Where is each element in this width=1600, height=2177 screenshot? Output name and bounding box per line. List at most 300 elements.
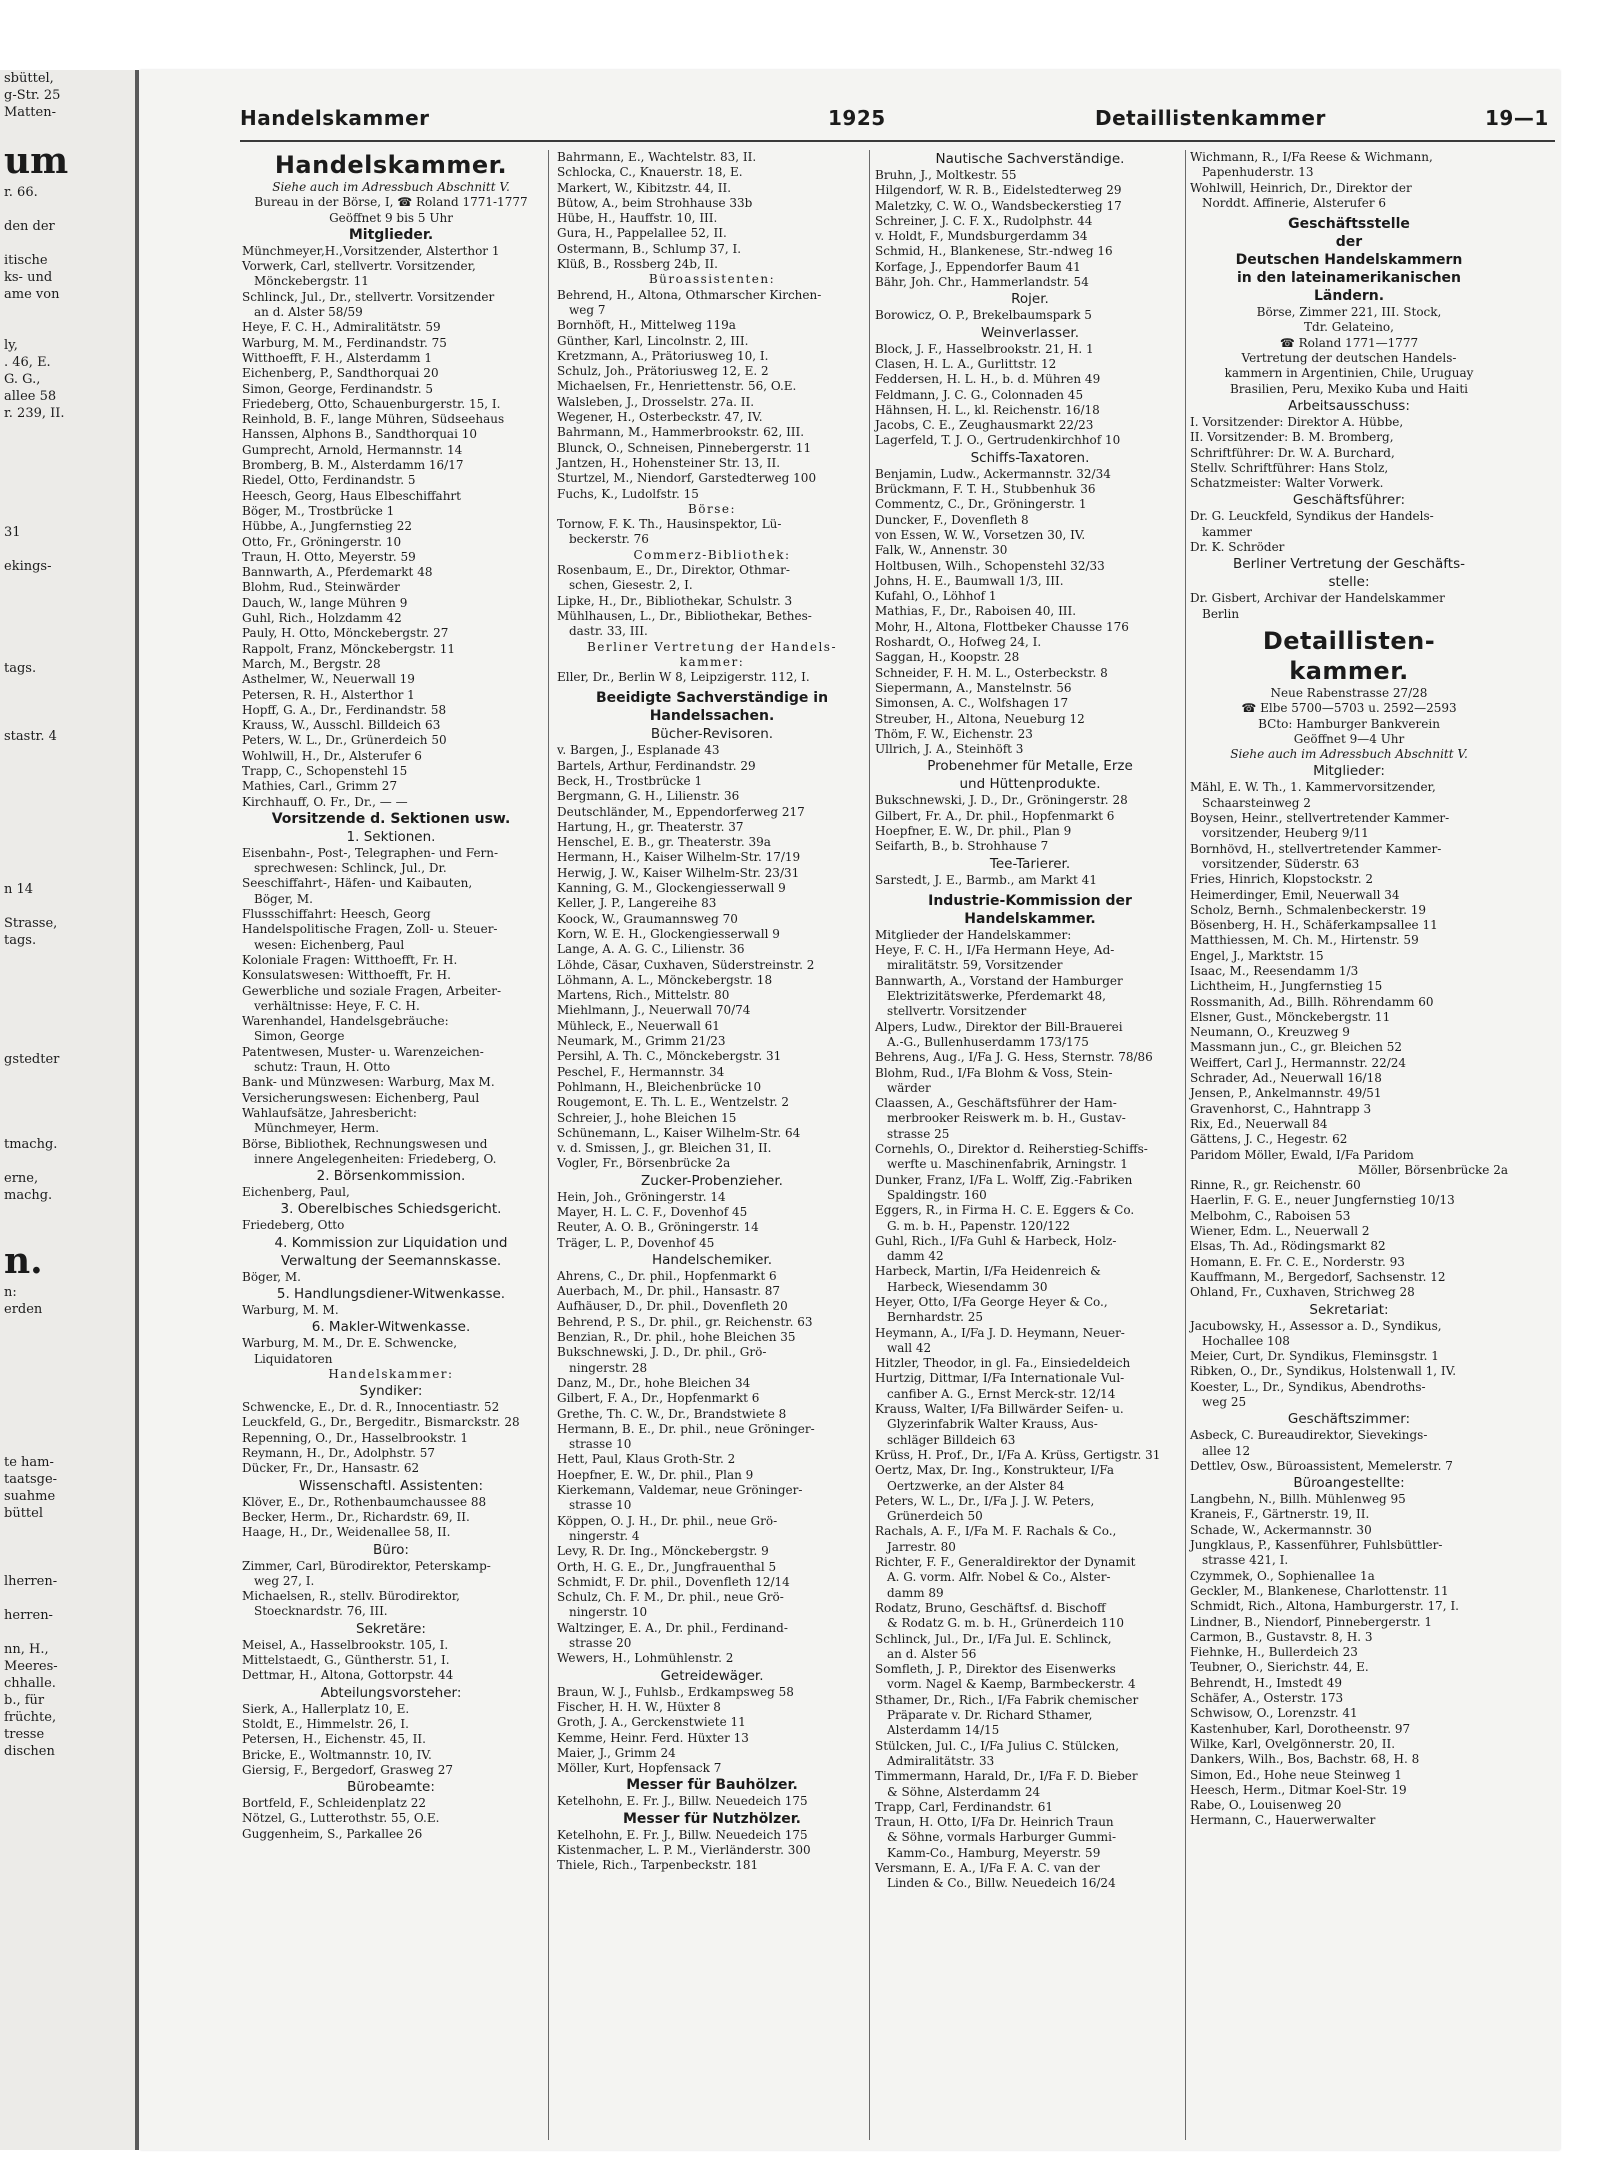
entry-line: Leuckfeld, G., Dr., Bergeditr., Bismarckstr. 28 xyxy=(242,1415,520,1430)
entry-line: Sturtzel, M., Niendorf, Garstedterweg 100 xyxy=(557,471,817,486)
entry-line: weg 27, I. xyxy=(254,1573,315,1588)
strip-fragment: Strasse, xyxy=(4,916,58,931)
strip-fragment: . 46, E. xyxy=(4,355,51,370)
entry-line: Warburg, M. M., Dr. E. Schwencke, xyxy=(242,1336,458,1351)
section-heading: Vorsitzende d. Sektionen usw. xyxy=(271,810,511,827)
entry-line: an d. Alster 58/59 xyxy=(254,305,363,320)
entry-line: Benzian, R., Dr. phil., hohe Bleichen 35 xyxy=(557,1330,796,1345)
entry-line: vorsitzender, Süderstr. 63 xyxy=(1202,856,1360,871)
entry-line: Krauss, Walter, I/Fa Billwärder Seifen- u. xyxy=(875,1402,1124,1417)
strip-fragment: G. G., xyxy=(4,372,41,387)
entry-line: strasse 10 xyxy=(569,1437,632,1452)
entry-line: Feddersen, H. L. H., b. d. Mühren 49 xyxy=(875,372,1101,387)
strip-fragment xyxy=(0,966,135,983)
entry-line: Duncker, F., Dovenfleth 8 xyxy=(875,512,1029,527)
entry-line: Jensen, P., Ankelmannstr. 49/51 xyxy=(1190,1086,1382,1101)
strip-fragment xyxy=(0,813,135,830)
entry-line: Engel, J., Marktstr. 15 xyxy=(1190,948,1324,963)
section-heading: Nautische Sachverständige. xyxy=(935,151,1125,167)
entry-line: Martens, Rich., Mittelstr. 80 xyxy=(557,988,730,1003)
entry-line: Kirchhauff, O. Fr., Dr., — — xyxy=(242,794,408,809)
entry-line: Hähnsen, H. L., kl. Reichenstr. 16/18 xyxy=(875,402,1100,417)
entry-line: Liquidatoren xyxy=(254,1351,333,1366)
entry-line: ningerstr. 28 xyxy=(569,1360,648,1375)
strip-fragment xyxy=(0,864,135,881)
strip-fragment xyxy=(0,1437,135,1454)
entry-line: Asthelmer, W., Neuerwall 19 xyxy=(242,672,415,687)
entry-line: beckerstr. 76 xyxy=(569,532,649,547)
entry-line: Ullrich, J. A., Steinhöft 3 xyxy=(875,742,1024,757)
entry-line: Herwig, J. W., Kaiser Wilhelm-Str. 23/31 xyxy=(557,865,800,880)
entry-line: Stoecknardstr. 76, III. xyxy=(254,1604,388,1619)
strip-fragment: g-Str. 25 xyxy=(4,88,61,103)
strip-fragment xyxy=(0,1068,135,1085)
entry-line: Deutschländer, M., Eppendorferweg 217 xyxy=(557,804,805,819)
entry-line: Grethe, Th. C. W., Dr., Brandstwiete 8 xyxy=(557,1406,787,1421)
entry-line: Rappolt, Franz, Mönckebergstr. 11 xyxy=(242,641,456,656)
entry-line: Hopff, G. A., Dr., Ferdinandstr. 58 xyxy=(242,702,447,717)
entry-line: Trapp, C., Schopenstehl 15 xyxy=(242,763,408,778)
entry-line: Peters, W. L., Dr., Grünerdeich 50 xyxy=(242,733,447,748)
entry-line: Schäfer, A., Osterstr. 173 xyxy=(1190,1691,1344,1706)
entry-line: Vorwerk, Carl, stellvertr. Vorsitzender, xyxy=(242,259,476,274)
entry-line: Mitglieder der Handelskammer: xyxy=(875,927,1072,942)
strip-fragment: 31 xyxy=(4,525,21,540)
strip-fragment: tags. xyxy=(4,661,37,676)
strip-fragment xyxy=(0,983,135,1000)
strip-fragment: chhalle. xyxy=(4,1676,56,1691)
entry-line: Oertzwerke, an der Alster 84 xyxy=(887,1478,1065,1493)
entry-line: miralitätstr. 59, Vorsitzender xyxy=(887,958,1063,973)
entry-line: Bähr, Joh. Chr., Hammerlandstr. 54 xyxy=(875,275,1089,290)
section-heading: Handelschemiker. xyxy=(651,1251,773,1268)
entry-line: Clasen, H. L. A., Gurlittstr. 12 xyxy=(875,356,1057,371)
entry-line: Boysen, Heinr., stellvertretender Kammer- xyxy=(1190,811,1450,826)
entry-line: Haage, H., Dr., Weidenallee 58, II. xyxy=(242,1525,451,1540)
section-heading: Bücher-Revisoren. xyxy=(650,726,774,743)
entry-line: Sthamer, Dr., Rich., I/Fa Fabrik chemischer xyxy=(875,1692,1139,1707)
section-heading: Büroassistenten: xyxy=(648,272,776,287)
entry-line: Levy, R. Dr. Ing., Mönckebergstr. 9 xyxy=(557,1544,769,1559)
adjacent-page-strip xyxy=(0,70,139,2150)
strip-fragment xyxy=(0,1034,135,1051)
entry-line: Mühleck, E., Neuerwall 61 xyxy=(557,1018,720,1033)
entry-line: Pohlmann, H., Bleichenbrücke 10 xyxy=(557,1079,762,1094)
entry-line: Siehe auch im Adressbuch Abschnitt V. xyxy=(1230,747,1468,762)
entry-line: Heymann, A., I/Fa J. D. Heymann, Neuer- xyxy=(875,1325,1125,1340)
entry-line: Mayer, H. L. C. F., Dovenhof 45 xyxy=(557,1205,748,1219)
entry-line: Dettmar, H., Altona, Gottorpstr. 44 xyxy=(242,1668,454,1683)
entry-line: Jacubowsky, H., Assessor a. D., Syndikus, xyxy=(1190,1318,1442,1333)
entry-line: Bütow, A., beim Strohhause 33b xyxy=(557,195,753,210)
entry-line: Homann, E. Fr. C. E., Norderstr. 93 xyxy=(1190,1254,1405,1269)
entry-line: Oertz, Max, Dr. Ing., Konstrukteur, I/Fa xyxy=(875,1463,1115,1478)
entry-line: Cornehls, O., Direktor d. Reiherstieg-Schiffs- xyxy=(875,1142,1148,1157)
entry-line: Warburg, M. M., Ferdinandstr. 75 xyxy=(242,335,447,350)
entry-line: Rougemont, E. Th. L. E., Wentzelstr. 2 xyxy=(557,1095,790,1110)
entry-line: Ketelhohn, E. Fr. J., Billw. Neuedeich 175 xyxy=(557,1794,808,1809)
entry-line: Heimerdinger, Emil, Neuerwall 34 xyxy=(1190,887,1400,902)
entry-line: II. Vorsitzender: B. M. Bromberg, xyxy=(1190,430,1394,445)
entry-line: Träger, L. P., Dovenhof 45 xyxy=(557,1235,715,1250)
header-rule xyxy=(240,140,1555,142)
entry-line: Tornow, F. K. Th., Hausinspektor, Lü- xyxy=(557,517,782,532)
entry-line: Warenhandel, Handelsgebräuche: xyxy=(242,1014,449,1029)
column-divider xyxy=(869,150,870,2140)
section-heading: Handelskammer: xyxy=(328,1366,454,1381)
strip-fragment: früchte, xyxy=(4,1710,57,1725)
entry-line: & Rodatz G. m. b. H., Grünerdeich 110 xyxy=(887,1616,1124,1631)
entry-line: Weiffert, Carl J., Hermannstr. 22/24 xyxy=(1190,1055,1407,1070)
entry-line: Bornhöft, H., Mittelweg 119a xyxy=(557,318,736,333)
entry-line: Reinhold, B. F., lange Mühren, Südseehaus xyxy=(242,412,505,427)
entry-line: Roshardt, O., Hofweg 24, I. xyxy=(875,635,1042,650)
entry-line: Claassen, A., Geschäftsführer der Ham- xyxy=(875,1096,1117,1111)
entry-line: Keller, J. P., Langereihe 83 xyxy=(557,896,717,911)
strip-fragment xyxy=(0,121,135,138)
entry-line: Krüss, H. Prof., Dr., I/Fa A. Krüss, Gertigstr. 31 xyxy=(875,1447,1161,1462)
entry-line: Reymann, H., Dr., Adolphstr. 57 xyxy=(242,1446,436,1461)
entry-line: Kistenmacher, L. P. M., Vierländerstr. 300 xyxy=(557,1842,811,1857)
entry-line: Dauch, W., lange Mühren 9 xyxy=(242,595,408,610)
column-1 xyxy=(240,150,540,2130)
section-heading: Beeidigte Sachverständige in xyxy=(595,690,829,707)
entry-line: Bahrmann, E., Wachtelstr. 83, II. xyxy=(557,150,757,164)
strip-fragment: machg. xyxy=(4,1188,53,1203)
entry-line: Guggenheim, S., Parkallee 26 xyxy=(242,1826,423,1841)
entry-line: Patentwesen, Muster- u. Warenzeichen- xyxy=(242,1044,484,1059)
section-heading: Abteilungsvorsteher: xyxy=(320,1684,462,1701)
strip-fragment xyxy=(0,1102,135,1119)
entry-line: Heye, F. C. H., Admiralitätstr. 59 xyxy=(242,320,441,335)
entry-line: Schneider, F. H. M. L., Osterbeckstr. 8 xyxy=(875,665,1108,680)
entry-line: vorsitzender, Heuberg 9/11 xyxy=(1202,826,1369,841)
entry-line: Gura, H., Pappelallee 52, II. xyxy=(557,226,727,241)
entry-line: Streuber, H., Altona, Neueburg 12 xyxy=(875,711,1085,726)
entry-line: Hilgendorf, W. R. B., Eidelstedterweg 29 xyxy=(875,183,1122,198)
entry-line: Waltzinger, E. A., Dr. phil., Ferdinand- xyxy=(557,1620,788,1635)
entry-line: Siepermann, A., Manstelnstr. 56 xyxy=(875,680,1072,695)
entry-line: Lagerfeld, T. J. O., Gertrudenkirchhof 10 xyxy=(875,433,1121,448)
entry-line: Friedeberg, Otto, Schauenburgerstr. 15, I. xyxy=(242,396,501,411)
entry-line: Bahrmann, M., Hammerbrookstr. 62, III. xyxy=(557,425,805,440)
entry-line: Rinne, R., gr. Reichenstr. 60 xyxy=(1190,1178,1361,1193)
entry-line: schen, Giesestr. 2, I. xyxy=(569,578,693,593)
entry-line: Rosenbaum, E., Dr., Direktor, Othmar- xyxy=(557,563,790,578)
entry-line: Gilbert, F. A., Dr., Hopfenmarkt 6 xyxy=(557,1391,760,1406)
strip-fragment xyxy=(0,201,135,218)
entry-line: Rodatz, Bruno, Geschäftsf. d. Bischoff xyxy=(875,1600,1106,1615)
entry-line: Kierkemann, Valdemar, neue Gröninger- xyxy=(557,1483,803,1498)
strip-fragment: itische xyxy=(4,253,48,268)
entry-line: Berlin xyxy=(1202,606,1240,621)
entry-line: Hermann, H., Kaiser Wilhelm-Str. 17/19 xyxy=(557,850,801,865)
section-heading: Büro: xyxy=(373,1541,409,1558)
entry-line: Gättens, J. C., Hegestr. 62 xyxy=(1190,1132,1348,1147)
entry-line: Haerlin, F. G. E., neuer Jungfernstieg 10/13 xyxy=(1190,1193,1455,1208)
entry-line: strasse 25 xyxy=(887,1126,950,1141)
entry-line: Grünerdeich 50 xyxy=(887,1509,983,1524)
entry-line: Dücker, Fr., Dr., Hansastr. 62 xyxy=(242,1461,420,1476)
entry-line: Saggan, H., Koopstr. 28 xyxy=(875,650,1020,665)
entry-line: Fischer, H. H. W., Hüxter 8 xyxy=(557,1699,721,1714)
section-heading: Mitglieder. xyxy=(348,226,434,243)
entry-line: Hübbe, A., Jungfernstieg 22 xyxy=(242,519,413,534)
entry-line: Neumark, M., Grimm 21/23 xyxy=(557,1034,726,1049)
entry-line: Reuter, A. O. B., Gröningerstr. 14 xyxy=(557,1220,759,1235)
entry-line: Becker, Herm., Dr., Richardstr. 69, II. xyxy=(242,1509,470,1524)
entry-line: Schreier, J., hohe Bleichen 15 xyxy=(557,1110,737,1125)
entry-line: Otto, Fr., Gröningerstr. 10 xyxy=(242,534,402,549)
entry-line: Meisel, A., Hasselbrookstr. 105, I. xyxy=(242,1637,449,1652)
entry-line: von Essen, W. W., Vorsetzen 30, IV. xyxy=(875,527,1086,542)
entry-line: Böger, M., Trostbrücke 1 xyxy=(242,503,395,518)
entry-line: Bergmann, G. H., Lilienstr. 36 xyxy=(557,789,740,804)
entry-line: Ribken, O., Dr., Syndikus, Holstenwall 1, IV. xyxy=(1190,1364,1457,1379)
entry-line: Bornhövd, H., stellvertretender Kammer- xyxy=(1190,841,1442,856)
entry-line: Brückmann, F. T. H., Stubbenhuk 36 xyxy=(875,482,1096,497)
strip-fragment: b., für xyxy=(4,1693,45,1708)
section-heading: der xyxy=(1335,234,1363,251)
entry-line: Zimmer, Carl, Bürodirektor, Peterskamp- xyxy=(242,1558,491,1573)
entry-line: Flussschiffahrt: Heesch, Georg xyxy=(242,907,431,922)
entry-line: Mathies, Carl., Grimm 27 xyxy=(242,779,398,794)
section-heading: Messer für Bauhölzer. xyxy=(626,1777,798,1794)
section-heading: Arbeitsausschuss: xyxy=(1288,397,1410,414)
header-year: 1925 xyxy=(828,106,886,130)
strip-fragment xyxy=(0,1590,135,1607)
entry-line: Münchmeyer, Herm. xyxy=(254,1121,380,1136)
entry-line: Geckler, M., Blankenese, Charlottenstr. 11 xyxy=(1190,1583,1449,1598)
section-heading: Sekretäre: xyxy=(356,1620,426,1637)
entry-line: Traun, H. Otto, Meyerstr. 59 xyxy=(242,549,416,564)
entry-line: Heyer, Otto, I/Fa George Heyer & Co., xyxy=(875,1295,1108,1309)
section-heading: Börse: xyxy=(687,501,737,516)
entry-line: Papenhuderstr. 13 xyxy=(1202,165,1314,180)
entry-line: March, M., Bergstr. 28 xyxy=(242,656,381,671)
entry-line: Münchmeyer,H.,Vorsitzender, Alsterthor 1 xyxy=(242,243,500,258)
entry-line: & Söhne, Alsterdamm 24 xyxy=(887,1784,1041,1799)
strip-fragment: r. 66. xyxy=(4,185,38,200)
entry-line: vorm. Nagel & Kaemp, Barmbeckerstr. 4 xyxy=(887,1677,1136,1692)
strip-fragment xyxy=(0,1352,135,1369)
entry-line: Koloniale Fragen: Witthoefft, Fr. H. xyxy=(242,952,458,967)
strip-fragment: taatsge- xyxy=(4,1472,58,1487)
entry-line: Kamm-Co., Hamburg, Meyerstr. 59 xyxy=(887,1845,1101,1860)
section-heading: Industrie-Kommission der xyxy=(928,892,1132,909)
entry-line: Mohr, H., Altona, Flottbeker Chausse 176 xyxy=(875,619,1129,634)
entry-line: Benjamin, Ludw., Ackermannstr. 32/34 xyxy=(875,466,1111,481)
strip-fragment: allee 58 xyxy=(4,389,57,404)
entry-line: Günther, Karl, Lincolnstr. 2, III. xyxy=(557,333,749,348)
entry-line: Somfleth, J. P., Direktor des Eisenwerks xyxy=(875,1662,1116,1677)
entry-line: Behrend, H., Altona, Othmarscher Kirchen- xyxy=(557,287,822,302)
strip-fragment xyxy=(0,1420,135,1437)
section-heading: stelle: xyxy=(1328,574,1370,591)
entry-line: Simon, Ed., Hohe neue Steinweg 1 xyxy=(1190,1767,1402,1782)
entry-line: Dettlev, Osw., Büroassistent, Memelerstr. 7 xyxy=(1190,1458,1453,1473)
column-2 xyxy=(555,150,867,2130)
entry-line: Mühlhausen, L., Dr., Bibliothekar, Bethes- xyxy=(557,608,812,623)
section-heading: Geschäftsführer: xyxy=(1292,492,1406,509)
entry-line: Fiehnke, H., Bullerdeich 23 xyxy=(1190,1645,1358,1660)
entry-line: Massmann jun., C., gr. Bleichen 52 xyxy=(1190,1040,1403,1055)
section-heading: kammer. xyxy=(1289,656,1409,685)
entry-line: Bruhn, J., Moltkestr. 55 xyxy=(875,168,1017,182)
entry-line: Bank- und Münzwesen: Warburg, Max M. xyxy=(242,1075,495,1090)
entry-line: Mönckebergstr. 11 xyxy=(254,274,369,289)
strip-fragment: te ham- xyxy=(4,1455,54,1470)
entry-line: Teubner, O., Sierichstr. 44, E. xyxy=(1190,1660,1369,1675)
entry-line: Kemme, Heinr. Ferd. Hüxter 13 xyxy=(557,1730,749,1745)
section-heading: Handelssachen. xyxy=(649,708,775,725)
entry-line: Hitzler, Theodor, in gl. Fa., Einsiedeldeich xyxy=(875,1356,1131,1371)
entry-line: Schwisow, O., Lorenzstr. 41 xyxy=(1190,1706,1358,1721)
entry-line: Böger, M. xyxy=(254,891,313,906)
entry-line: Matthiessen, M. Ch. M., Hirtenstr. 59 xyxy=(1190,933,1419,948)
entry-line: Dankers, Wilh., Bos, Bachstr. 68, H. 8 xyxy=(1190,1752,1420,1767)
strip-fragment xyxy=(0,609,135,626)
entry-line: Hein, Joh., Gröningerstr. 14 xyxy=(557,1189,726,1204)
entry-line: Schünemann, L., Kaiser Wilhelm-Str. 64 xyxy=(557,1125,801,1140)
entry-line: Vogler, Fr., Börsenbrücke 2a xyxy=(557,1156,731,1171)
section-heading: Getreidewäger. xyxy=(660,1667,764,1684)
entry-line: Schlinck, Jul., Dr., stellvertr. Vorsitzender xyxy=(242,289,495,304)
entry-line: Friedeberg, Otto xyxy=(242,1218,345,1233)
entry-line: Melbohm, C., Raboisen 53 xyxy=(1190,1208,1351,1223)
entry-line: Bösenberg, H. H., Schäferkampsallee 11 xyxy=(1190,918,1438,933)
entry-line: an d. Alster 56 xyxy=(887,1646,977,1661)
entry-line: Schwencke, E., Dr. d. R., Innocentiastr. 52 xyxy=(242,1400,500,1415)
section-heading: Syndiker: xyxy=(359,1383,423,1400)
entry-line: Möller, Kurt, Hopfensack 7 xyxy=(557,1761,722,1776)
entry-line: Holtbusen, Wilh., Schopenstehl 32/33 xyxy=(875,558,1105,573)
strip-fragment xyxy=(0,745,135,762)
entry-line: Schlinck, Jul., Dr., I/Fa Jul. E. Schlinck, xyxy=(875,1631,1112,1646)
entry-line: Stülcken, Jul. C., I/Fa Julius C. Stülcken, xyxy=(875,1738,1120,1753)
section-heading: Handelskammer. xyxy=(964,910,1096,927)
entry-line: Paridom Möller, Ewald, I/Fa Paridom xyxy=(1190,1147,1414,1162)
entry-line: strasse 20 xyxy=(569,1636,632,1651)
entry-line: merbrooker Reiswerk m. b. H., Gustav- xyxy=(887,1111,1126,1126)
entry-line: Blohm, Rud., Steinwärder xyxy=(242,580,400,595)
entry-line: Heesch, Georg, Haus Elbeschiffahrt xyxy=(242,488,461,503)
entry-line: Löhde, Cäsar, Cuxhaven, Süderstreinstr. 2 xyxy=(557,957,815,972)
entry-line: Walsleben, J., Drosselstr. 27a. II. xyxy=(557,394,755,409)
entry-line: Jantzen, H., Hohensteiner Str. 13, II. xyxy=(557,455,781,470)
entry-line: Hartung, H., gr. Theaterstr. 37 xyxy=(557,819,744,834)
entry-line: stellvertr. Vorsitzender xyxy=(887,1004,1027,1019)
section-heading: kammer: xyxy=(679,654,745,669)
strip-fragment: n. xyxy=(4,1240,43,1282)
entry-line: Präparate v. Dr. Richard Sthamer, xyxy=(887,1708,1093,1723)
entry-line: Scholz, Bernh., Schmalenbeckerstr. 19 xyxy=(1190,902,1427,917)
entry-line: dastr. 33, III. xyxy=(569,624,648,639)
entry-line: Koester, L., Dr., Syndikus, Abendroths- xyxy=(1190,1379,1426,1394)
entry-line: Kretzmann, A., Prätoriusweg 10, I. xyxy=(557,348,769,363)
entry-line: Versmann, E. A., I/Fa F. A. C. van der xyxy=(875,1860,1100,1875)
entry-line: Blunck, O., Schneisen, Pinnebergerstr. 11 xyxy=(557,440,812,455)
entry-line: Elsner, Gust., Mönckebergstr. 11 xyxy=(1190,1009,1391,1024)
entry-line: Guhl, Rich., Holzdamm 42 xyxy=(242,611,402,626)
entry-line: Lichtheim, H., Jungfernstieg 15 xyxy=(1190,979,1383,994)
section-heading: 6. Makler-Witwenkasse. xyxy=(311,1319,471,1336)
strip-fragment xyxy=(0,592,135,609)
section-heading: 2. Börsenkommission. xyxy=(316,1168,466,1185)
entry-line: Nötzel, G., Lutterothstr. 55, O.E. xyxy=(242,1811,440,1826)
strip-fragment xyxy=(0,1403,135,1420)
header-left-title: Handelskammer xyxy=(240,106,430,130)
entry-line: Hermann, C., Hauerwerwalter xyxy=(1190,1813,1376,1828)
entry-line: Braun, W. J., Fuhlsb., Erdkampsweg 58 xyxy=(557,1684,794,1699)
entry-line: Fries, Hinrich, Klopstockstr. 2 xyxy=(1190,872,1374,887)
strip-fragment: ks- und xyxy=(4,270,53,285)
strip-fragment xyxy=(0,507,135,524)
strip-fragment: ekings- xyxy=(4,559,52,574)
entry-line: Isaac, M., Reesendamm 1/3 xyxy=(1190,963,1359,978)
strip-fragment xyxy=(0,541,135,558)
strip-fragment: Matten- xyxy=(4,105,56,120)
entry-line: ningerstr. 4 xyxy=(569,1528,640,1543)
section-heading: Bürobeamte: xyxy=(347,1779,435,1796)
entry-line: wesen: Eichenberg, Paul xyxy=(254,937,405,952)
strip-fragment: lherren- xyxy=(4,1574,58,1589)
strip-fragment: nn, H., xyxy=(4,1642,49,1657)
entry-line: Gumprecht, Arnold, Hermannstr. 14 xyxy=(242,442,463,457)
strip-fragment xyxy=(0,1318,135,1335)
entry-line: Gravenhorst, C., Hahntrapp 3 xyxy=(1190,1101,1372,1116)
entry-line: Kufahl, O., Löhhof 1 xyxy=(875,589,997,604)
entry-line: Stellv. Schriftführer: Hans Stolz, xyxy=(1190,460,1389,475)
entry-line: damm 42 xyxy=(887,1249,944,1264)
entry-line: Warburg, M. M. xyxy=(242,1303,339,1317)
section-heading: Deutschen Handelskammern xyxy=(1235,252,1463,269)
entry-line: Peters, W. L., Dr., I/Fa J. J. W. Peters, xyxy=(875,1493,1095,1508)
entry-line: Bukschnewski, J. D., Dr., Gröningerstr. 28 xyxy=(875,793,1128,808)
strip-fragment xyxy=(0,796,135,813)
strip-fragment xyxy=(0,1153,135,1170)
section-heading: Geschäftszimmer: xyxy=(1287,1411,1411,1428)
column-divider xyxy=(1185,150,1186,2140)
entry-line: Schaarsteinweg 2 xyxy=(1202,795,1311,810)
entry-line: Siehe auch im Adressbuch Abschnitt V. xyxy=(272,180,510,194)
strip-fragment: herren- xyxy=(4,1608,53,1623)
entry-line: Möller, Börsenbrücke 2a xyxy=(1358,1162,1508,1177)
entry-line: Kraneis, F., Gärtnerstr. 19, II. xyxy=(1190,1507,1370,1522)
entry-line: v. Bargen, J., Esplanade 43 xyxy=(557,743,720,758)
section-heading: 3. Oberelbisches Schiedsgericht. xyxy=(280,1201,502,1218)
entry-line: Thiele, Rich., Tarpenbeckstr. 181 xyxy=(557,1858,759,1873)
entry-line: Henschel, E. B., gr. Theaterstr. 39a xyxy=(557,835,771,850)
strip-fragment xyxy=(0,1335,135,1352)
entry-line: Schmidt, F. Dr. phil., Dovenfleth 12/14 xyxy=(557,1574,790,1589)
section-heading: in den lateinamerikanischen xyxy=(1236,270,1461,287)
strip-fragment xyxy=(0,303,135,320)
strip-fragment xyxy=(0,898,135,915)
strip-fragment: stastr. 4 xyxy=(4,729,57,744)
entry-line: Bukschnewski, J. D., Dr. phil., Grö- xyxy=(557,1345,767,1360)
entry-line: Schatzmeister: Walter Vorwerk. xyxy=(1190,476,1384,491)
strip-fragment xyxy=(0,1522,135,1539)
strip-fragment xyxy=(0,1221,135,1238)
entry-line: Gewerbliche und soziale Fragen, Arbeiter- xyxy=(242,983,502,998)
strip-fragment: ly, xyxy=(4,338,18,353)
section-heading: Ländern. xyxy=(1313,288,1385,305)
entry-line: Elektrizitätswerke, Pferdemarkt 48, xyxy=(887,989,1106,1004)
entry-line: Commentz, C., Dr., Gröningerstr. 1 xyxy=(875,497,1087,512)
entry-line: Hett, Paul, Klaus Groth-Str. 2 xyxy=(557,1452,736,1467)
section-heading: 5. Handlungsdiener-Witwenkasse. xyxy=(276,1286,506,1302)
